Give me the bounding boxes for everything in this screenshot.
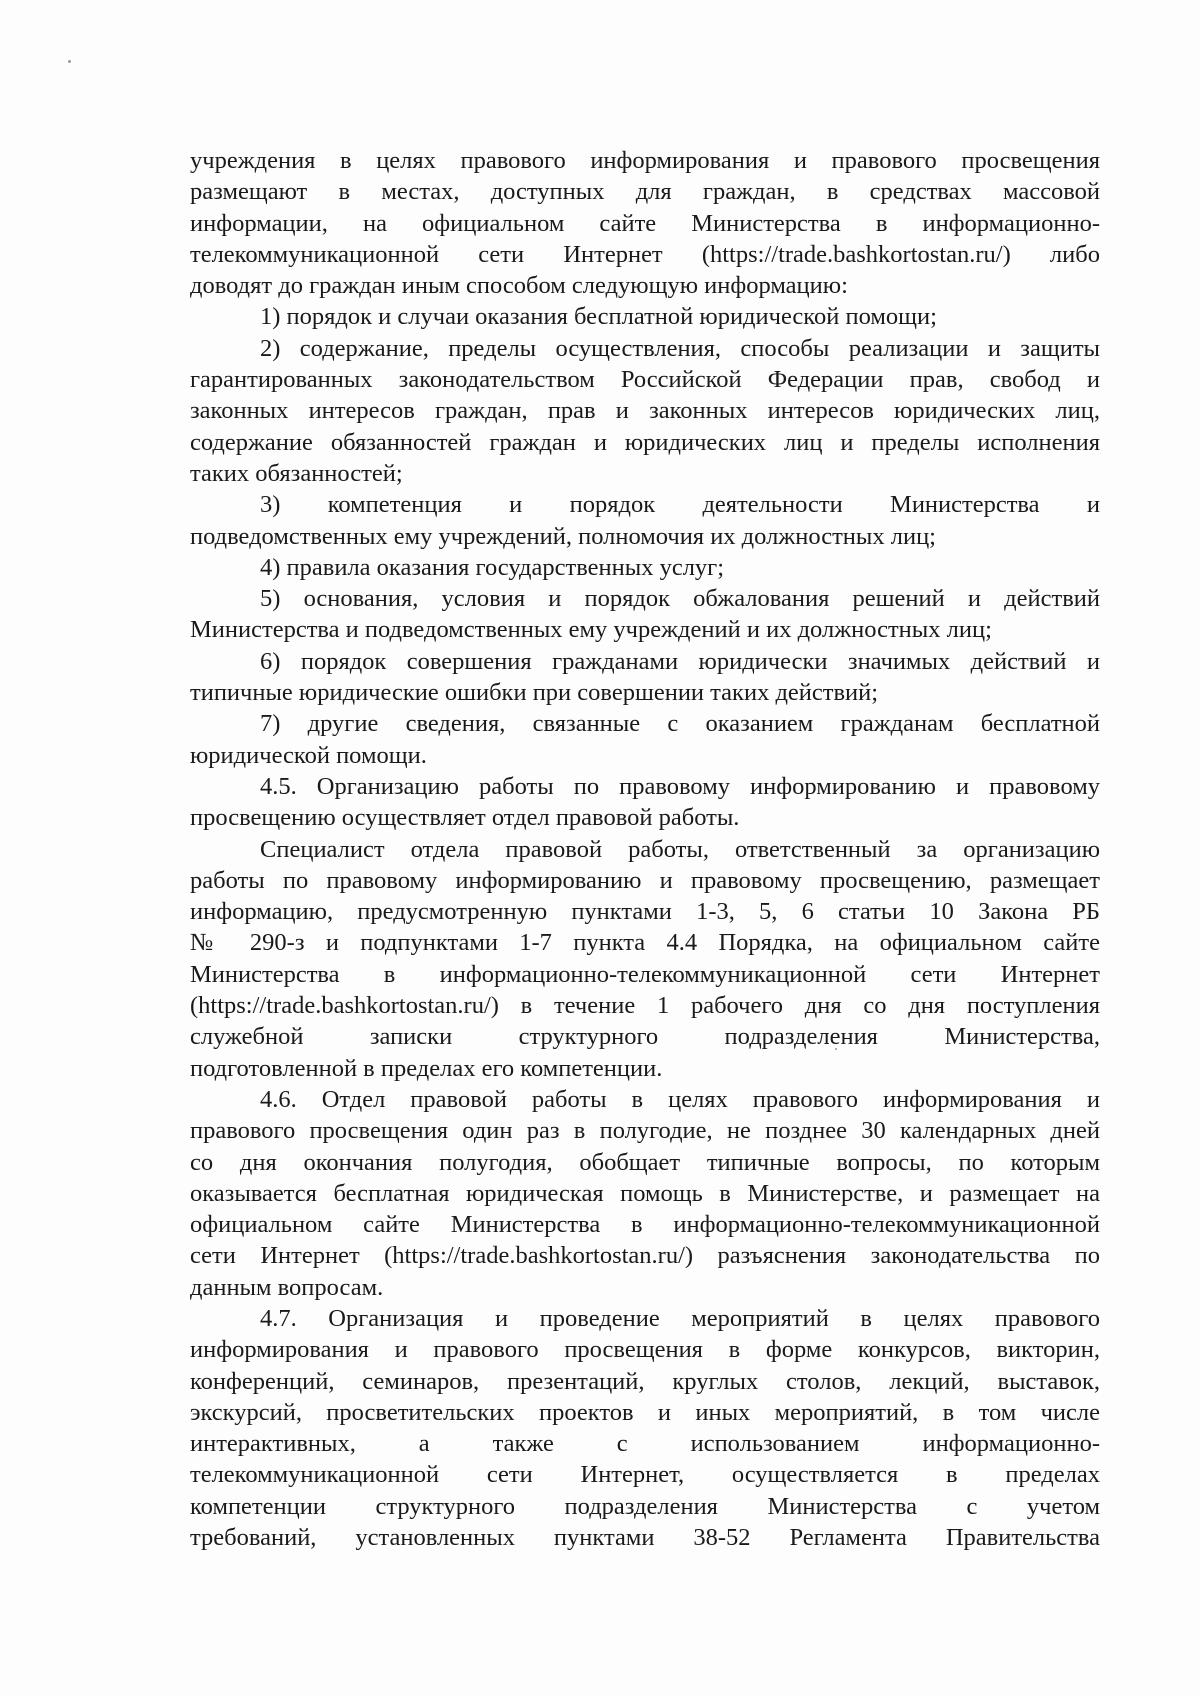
text-line: № 290-з и подпунктами 1-7 пункта 4.4 Порядка, на официальном сайте — [190, 929, 1100, 957]
text-line: 4.7. Организация и проведение мероприятий в целях правового — [260, 1304, 1100, 1332]
list-item-6 — [190, 646, 1100, 709]
text-line: конференций, семинаров, презентаций, круглых столов, лекций, выставок, — [190, 1367, 1100, 1395]
text-line: компетенции структурного подразделения Министерства с учетом — [190, 1492, 1100, 1520]
text-line: экскурсий, просветительских проектов и иных мероприятий, в том числе — [190, 1398, 1100, 1426]
text-line: учреждения в целях правового информирования и правового просвещения — [190, 147, 1100, 174]
list-item-2 — [190, 333, 1100, 489]
text-line: 2) содержание, пределы осуществления, способы реализации и защиты — [260, 334, 1100, 362]
list-item-7 — [190, 708, 1100, 771]
text-line: законных интересов граждан, прав и законных интересов юридических лиц, — [190, 397, 1100, 425]
text-line: Министерства и подведомственных ему учреждений и их должностных лиц; — [190, 616, 992, 644]
text-line: типичные юридические ошибки при совершении таких действий; — [190, 679, 879, 707]
scan-speck — [68, 60, 71, 63]
text-line: юридической помощи. — [190, 741, 427, 769]
text-line: работы по правовому информированию и правовому просвещению, размещает — [190, 866, 1100, 894]
text-line: сети Интернет (https://trade.bashkortostan.ru/) разъяснения законодательства по — [190, 1242, 1100, 1270]
list-item-4 — [190, 552, 1100, 583]
text-line: подготовленной в пределах его компетенции. — [190, 1054, 663, 1082]
text-line: информирования и правового просвещения в форме конкурсов, викторин, — [190, 1336, 1100, 1364]
text-line: требований, установленных пунктами 38-52 Регламента Правительства — [190, 1524, 1100, 1552]
text-line: Специалист отдела правовой работы, ответственный за организацию — [260, 835, 1100, 863]
text-line: информацию, предусмотренную пунктами 1-3, 5, 6 статьи 10 Закона РБ — [190, 898, 1100, 926]
list-item-5 — [190, 583, 1100, 646]
text-line: информации, на официальном сайте Министерства в информационно- — [190, 209, 1100, 237]
list-item-1 — [190, 301, 1100, 332]
text-line: размещают в местах, доступных для граждан, в средствах массовой — [190, 178, 1100, 206]
clause-4-6 — [190, 1084, 1100, 1303]
text-line: правового просвещения один раз в полугодие, не позднее 30 календарных дней — [190, 1117, 1100, 1145]
text-line: подведомственных ему учреждений, полномочия их должностных лиц; — [190, 522, 936, 550]
text-line: 4) правила оказания государственных услуг; — [260, 553, 725, 581]
text-line: данным вопросам. — [190, 1273, 384, 1301]
text-line: служебной записки структурного подразделения Министерства, — [190, 1023, 1100, 1051]
text-line: 7) другие сведения, связанные с оказанием гражданам бесплатной — [260, 710, 1100, 738]
text-line: Министерства в информационно-телекоммуникационной сети Интернет — [190, 960, 1100, 988]
text-line: 4.6. Отдел правовой работы в целях правового информирования и — [260, 1085, 1100, 1113]
paragraph-intro — [190, 145, 1100, 301]
text-line: 3) компетенция и порядок деятельности Министерства и — [260, 491, 1100, 519]
text-line: телекоммуникационной сети Интернет (https://trade.bashkortostan.ru/) либо — [190, 240, 1100, 268]
text-line: 6) порядок совершения гражданами юридически значимых действий и — [260, 647, 1100, 675]
text-line: таких обязанностей; — [190, 459, 403, 487]
list-item-3 — [190, 489, 1100, 552]
text-line: телекоммуникационной сети Интернет, осуществляется в пределах — [190, 1461, 1100, 1489]
text-line: доводят до граждан иным способом следующую информацию: — [190, 272, 848, 300]
text-line: содержание обязанностей граждан и юридических лиц и пределы исполнения — [190, 428, 1100, 456]
text-line: просвещению осуществляет отдел правовой работы. — [190, 804, 740, 832]
text-line: официальном сайте Министерства в информационно-телекоммуникационной — [190, 1211, 1100, 1239]
clause-4-5 — [190, 771, 1100, 834]
text-line: (https://trade.bashkortostan.ru/) в течение 1 рабочего дня со дня поступления — [190, 992, 1100, 1020]
text-line: 1) порядок и случаи оказания бесплатной юридической помощи; — [260, 303, 937, 331]
text-line: оказывается бесплатная юридическая помощь в Министерстве, и размещает на — [190, 1179, 1100, 1207]
text-line: со дня окончания полугодия, обобщает типичные вопросы, по которым — [190, 1148, 1100, 1176]
paragraph-specialist — [190, 834, 1100, 1084]
text-line: 4.5. Организацию работы по правовому информированию и правовому — [260, 772, 1100, 800]
clause-4-7 — [190, 1303, 1100, 1553]
text-line: гарантированных законодательством Российской Федерации прав, свобод и — [190, 366, 1100, 394]
text-line: интерактивных, а также с использованием информационно- — [190, 1430, 1100, 1458]
document-body — [190, 145, 1100, 1553]
text-line: 5) основания, условия и порядок обжалования решений и действий — [260, 585, 1100, 613]
